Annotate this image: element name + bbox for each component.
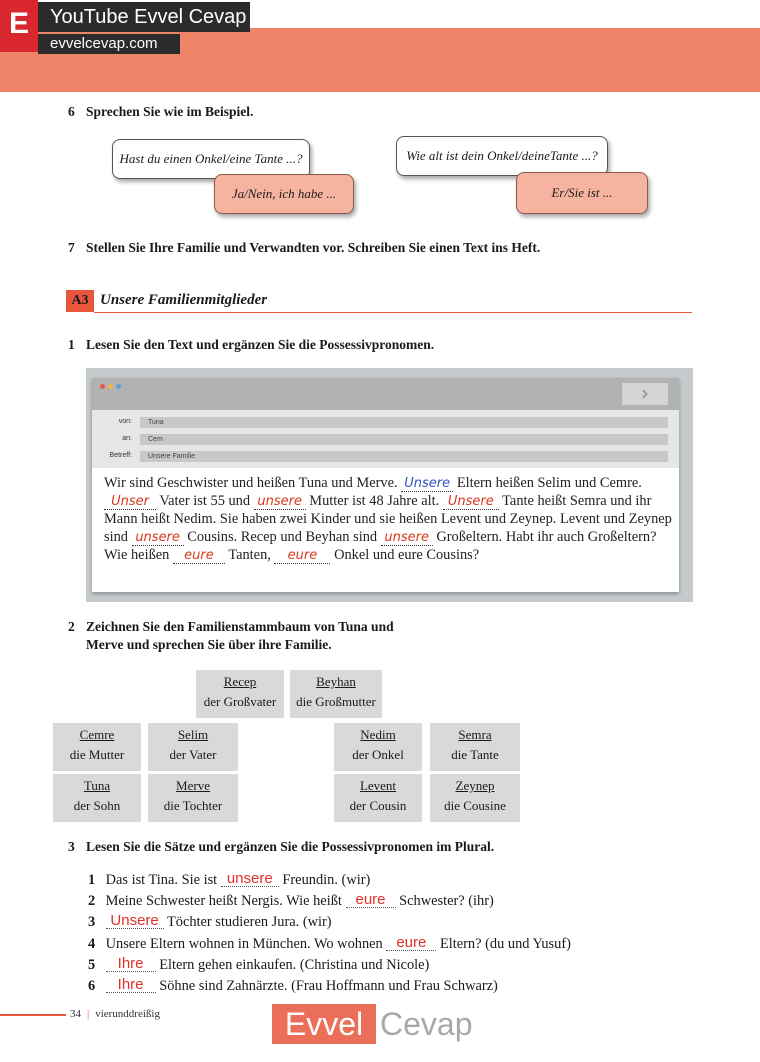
sentence-number: 5: [88, 957, 96, 973]
tree-card: [430, 723, 520, 771]
footer-rule: [0, 1014, 66, 1016]
close-dot-icon[interactable]: [100, 384, 105, 389]
task-7: [68, 240, 540, 256]
sentence: [88, 936, 571, 953]
task-6-number: 6: [68, 104, 75, 119]
tree-card-name: Selim: [177, 727, 209, 742]
sentence-before: Unsere Eltern wohnen in München. Wo wohnen: [105, 936, 383, 952]
tree-card: [334, 723, 422, 771]
mail-answer-5: unsere: [132, 531, 184, 546]
tree-card: [196, 670, 284, 718]
subject-field[interactable]: Unsere Familie: [140, 451, 668, 462]
tree-card-role: die Großmutter: [296, 694, 376, 709]
tree-card-name: Beyhan: [316, 674, 356, 689]
tree-card: [53, 723, 141, 771]
mail-text-3: Vater ist 55 und: [159, 493, 251, 509]
speech-bubble-answer-1-text: Ja/Nein, ich habe ...: [231, 186, 337, 201]
speech-bubble-question-2: [396, 136, 608, 176]
exercise-3-text: Lesen Sie die Sätze und ergänzen Sie die Possessivpronomen im Plural.: [86, 839, 495, 854]
exercise-2-number: 2: [68, 619, 75, 634]
tree-card-role: der Vater: [169, 747, 217, 762]
tree-card: [290, 670, 382, 718]
brand-site: evvelcevap.com: [38, 34, 180, 54]
tree-card-name: Levent: [359, 778, 397, 793]
mail-answer-2: Unser: [104, 495, 156, 510]
mail-answer-6: unsere: [381, 531, 433, 546]
speech-bubble-question-2-text: Wie alt ist dein Onkel/deineTante ...?: [406, 148, 598, 163]
speech-bubble-answer-2-text: Er/Sie ist ...: [551, 185, 613, 200]
task-7-text: Stellen Sie Ihre Familie und Verwandten vor. Schreiben Sie einen Text ins Heft.: [86, 240, 541, 255]
speech-bubble-question-1: [112, 139, 310, 179]
task-7-number: 7: [68, 240, 75, 255]
sentence-after: Eltern? (du und Yusuf): [439, 936, 571, 952]
mail-answer-1: Unsere: [401, 477, 453, 492]
sentence-number: 2: [88, 893, 96, 909]
exercise-3-number: 3: [68, 839, 75, 854]
speech-bubble-question-1-text: Hast du einen Onkel/eine Tante ...?: [119, 151, 303, 166]
logo-mark: E: [0, 0, 38, 52]
to-label: an:: [122, 435, 132, 442]
mail-titlebar: [92, 378, 679, 410]
sentence-number: 6: [88, 978, 96, 994]
tree-card: [53, 774, 141, 822]
tree-card-role: der Sohn: [73, 798, 121, 813]
mail-text-6: Cousins. Recep und Beyhan sind: [187, 529, 378, 545]
sentence: [88, 957, 429, 974]
answer-blank[interactable]: unsere: [221, 872, 279, 887]
tree-card-role: der Onkel: [352, 747, 404, 762]
mail-text-7: Großeltern. Habt ihr auch Großeltern? Wie heißen: [104, 529, 657, 563]
tree-card: [430, 774, 520, 822]
answer-blank[interactable]: eure: [346, 893, 396, 908]
sentence-before: Das ist Tina. Sie ist: [105, 872, 218, 888]
sentence: [88, 914, 332, 931]
from-label: von:: [118, 418, 132, 425]
mail-text-9: Onkel und eure Cousins?: [334, 547, 480, 563]
maximize-dot-icon[interactable]: [116, 384, 121, 389]
tree-card-name: Tuna: [83, 778, 111, 793]
mail-answer-4: Unsere: [443, 495, 499, 510]
exercise-1-text: Lesen Sie den Text und ergänzen Sie die Possessivpronomen.: [86, 337, 435, 352]
mail-answer-3: unsere: [254, 495, 306, 510]
from-field[interactable]: Tuna: [140, 417, 668, 428]
mail-body: [104, 474, 674, 564]
tree-card: [148, 774, 238, 822]
sentence-after: Schwester? (ihr): [399, 893, 494, 909]
sentence: [88, 893, 494, 910]
subject-label: Betreff:: [109, 452, 132, 459]
task-6: [68, 104, 253, 120]
sentence-after: Töchter studieren Jura. (wir): [166, 914, 332, 930]
mail-text-8: Tanten,: [228, 547, 271, 563]
sentence: [88, 872, 370, 889]
mail-text-1: Wir sind Geschwister und heißen Tuna und Merve.: [104, 475, 398, 491]
tree-card-name: Merve: [176, 778, 210, 793]
tree-card-role: die Tochter: [163, 798, 223, 813]
tree-card-role: der Großvater: [203, 694, 277, 709]
sentence-number: 1: [88, 872, 96, 888]
minimize-dot-icon[interactable]: [108, 384, 113, 389]
tree-card: [148, 723, 238, 771]
to-field[interactable]: Cem: [140, 434, 668, 445]
tree-card-name: Zeynep: [455, 778, 495, 793]
tree-card: [334, 774, 422, 822]
tree-card-role: die Mutter: [69, 747, 125, 762]
tree-card-role: die Cousine: [444, 798, 506, 813]
exercise-2-line-1: Zeichnen Sie den Familienstammbaum von Tuna und: [86, 619, 394, 634]
answer-blank[interactable]: Unsere: [106, 914, 164, 929]
section-label: A3: [66, 290, 94, 312]
mail-answer-8: eure: [274, 549, 330, 564]
answer-blank[interactable]: Ihre: [106, 978, 156, 993]
exercise-2-line-2: Merve und sprechen Sie über ihre Familie.: [86, 637, 332, 652]
tree-card-role: die Tante: [451, 747, 499, 762]
page-number: 34: [70, 1008, 81, 1020]
sentence-after: Eltern gehen einkaufen. (Christina und Nicole): [159, 957, 430, 973]
answer-blank[interactable]: eure: [386, 936, 436, 951]
exercise-1: [68, 337, 434, 353]
mail-text-5: Tante heißt Semra und ihr Mann heißt Nedim. Sie haben zwei Kinder und sie heißen Levent und Zeynep. Levent und Zeynep sind: [104, 493, 672, 545]
page-footer: 34 | vierunddreißig: [70, 1008, 160, 1020]
sentence: [88, 978, 498, 995]
mail-answer-7: eure: [173, 549, 225, 564]
sentence-after: Söhne sind Zahnärzte. (Frau Hoffmann und Frau Schwarz): [159, 978, 498, 994]
tree-card-name: Semra: [458, 727, 492, 742]
chevron-right-icon[interactable]: ›: [622, 383, 668, 405]
tree-card-name: Nedim: [360, 727, 396, 742]
exercise-3: [68, 839, 494, 855]
watermark-cevap: Cevap: [380, 1006, 473, 1042]
task-6-text: Sprechen Sie wie im Beispiel.: [86, 104, 254, 119]
speech-bubble-answer-2: [516, 172, 648, 214]
mail-text-4: Mutter ist 48 Jahre alt.: [309, 493, 440, 509]
sentence-after: Freundin. (wir): [282, 872, 371, 888]
header: [0, 0, 760, 92]
sentence-before: Meine Schwester heißt Nergis. Wie heißt: [105, 893, 342, 909]
tree-card-name: Recep: [223, 674, 257, 689]
section-title: Unsere Familienmitglieder: [100, 292, 268, 308]
sentence-number: 3: [88, 914, 96, 930]
mail-window: [92, 378, 679, 592]
mail-text-2: Eltern heißen Selim und Cemre.: [456, 475, 642, 491]
mail-header: [92, 410, 679, 468]
answer-blank[interactable]: Ihre: [106, 957, 156, 972]
exercise-1-number: 1: [68, 337, 75, 352]
tree-card-name: Cemre: [79, 727, 115, 742]
sentence-number: 4: [88, 936, 96, 952]
watermark-evvel: Evvel: [272, 1004, 376, 1044]
page-word: vierunddreißig: [95, 1008, 160, 1020]
speech-bubble-answer-1: [214, 174, 354, 214]
section-divider: [94, 312, 692, 313]
brand-title: YouTube Evvel Cevap: [38, 2, 250, 32]
tree-card-role: der Cousin: [349, 798, 407, 813]
exercise-2: [68, 618, 394, 654]
